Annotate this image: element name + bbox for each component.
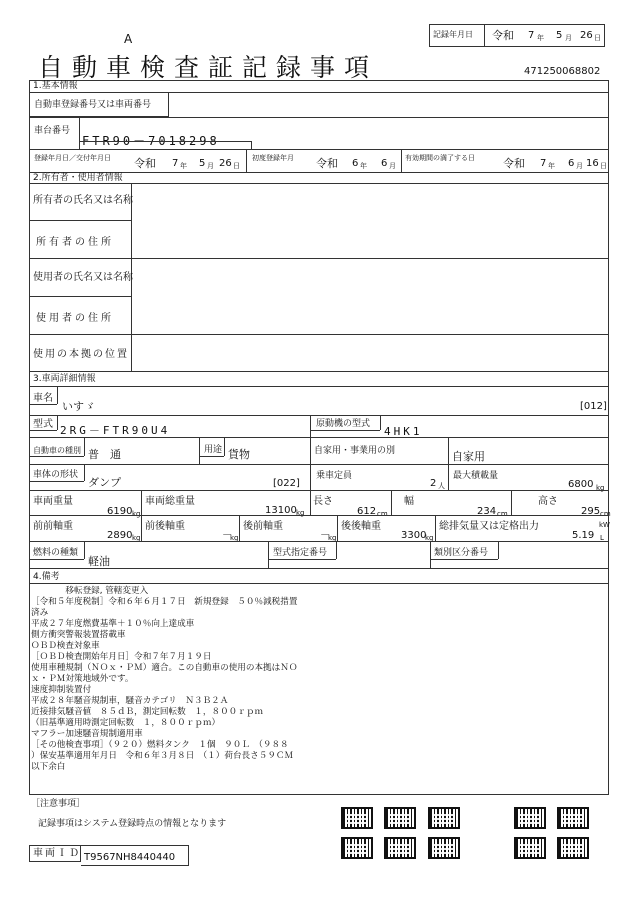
first-registration-year-unit: 年 xyxy=(360,162,367,170)
business-label: 自家用・事業用の別 xyxy=(314,446,396,456)
record-date-year: 7 xyxy=(528,30,535,41)
registration-date-year: 7 xyxy=(172,158,179,169)
remarks-line: 済み xyxy=(31,608,49,618)
registration-date-year-unit: 年 xyxy=(180,162,187,170)
front-rear-axle-unit: kg xyxy=(230,534,239,542)
height-label: 高さ xyxy=(538,496,558,507)
expiry-date-month: 6 xyxy=(568,158,575,169)
rear-rear-axle-unit: kg xyxy=(425,534,434,542)
qr-code xyxy=(428,837,460,859)
chassis-number-label: 車台番号 xyxy=(34,126,71,136)
business-value: 自家用 xyxy=(452,450,485,463)
remarks-line: 速度抑制装置付 xyxy=(31,685,92,695)
model-label: 型式 xyxy=(33,419,53,430)
expiry-date-era: 令和 xyxy=(503,157,525,170)
vehicle-weight-value: 6190 xyxy=(107,506,133,517)
remarks-line: ＯＢＤ検査対象車 xyxy=(31,641,100,651)
expiry-date-day: 16 xyxy=(586,158,599,169)
qr-code xyxy=(341,807,373,829)
fuel-type-label: 燃料の種類 xyxy=(33,548,79,558)
capacity-label: 乗車定員 xyxy=(316,471,353,481)
maker-value: いすゞ xyxy=(62,400,95,413)
owner-address-label: 所有者の住所 xyxy=(36,237,114,248)
fuel-type-value: 軽油 xyxy=(88,555,110,568)
remarks-line: 平成２７年度燃費基準＋１０％向上達成車 xyxy=(31,619,195,629)
section-basic-label: 1.基本情報 xyxy=(33,81,78,91)
remarks-line: 側方衝突警報装置搭載車 xyxy=(31,630,126,640)
remarks-line: 以下余白 xyxy=(31,762,66,772)
remarks-line: （旧基準適用時測定回転数 １，８００ｒｐｍ） xyxy=(31,718,221,728)
maker-code: [012] xyxy=(580,401,607,412)
first-registration-month: 6 xyxy=(381,158,388,169)
body-shape-value: ダンプ xyxy=(88,476,122,489)
height-unit: cm xyxy=(600,510,611,518)
expiry-date-year: 7 xyxy=(540,158,547,169)
length-label: 長さ xyxy=(313,496,333,507)
page-title: 自動車検査証記録事項 xyxy=(38,53,379,82)
qr-code xyxy=(514,807,546,829)
displacement-unit-kw: kW xyxy=(599,521,610,529)
expiry-date-month-unit: 月 xyxy=(576,162,583,170)
expiry-date-label: 有効期間の満了する日 xyxy=(405,154,475,162)
width-value: 234 xyxy=(477,506,497,517)
maker-label: 車名 xyxy=(33,393,53,404)
base-location-label: 使用の本拠の位置 xyxy=(33,349,129,360)
gross-weight-unit: kg xyxy=(296,509,305,517)
first-registration-era: 令和 xyxy=(316,157,338,170)
remarks-line: ）保安基準適用年月日 令和６年３月８日 （１）荷台長さ５９ＣＭ xyxy=(31,751,294,761)
remarks-line: 使用車種規制（ＮＯｘ・ＰＭ）適合。この自動車の使用の本拠はＮＯ xyxy=(31,663,298,673)
remarks-line: 移転登録, 管轄変更入 xyxy=(31,586,149,596)
record-date-year-unit: 年 xyxy=(537,34,544,42)
qr-code xyxy=(384,807,416,829)
qr-code xyxy=(557,837,589,859)
section-remarks-label: 4.備考 xyxy=(33,572,60,582)
document-number: 471250068802 xyxy=(524,66,601,77)
remarks-line: マフラー加速騒音規制適用車 xyxy=(31,729,143,739)
front-front-axle-unit: kg xyxy=(132,534,141,542)
width-label: 幅 xyxy=(404,496,414,507)
displacement-value: 5.19 xyxy=(572,530,595,541)
front-front-axle-label: 前前軸重 xyxy=(33,521,73,532)
designation-number-label: 型式指定番号 xyxy=(273,548,328,558)
rear-front-axle-value: － xyxy=(320,530,330,541)
record-date-era: 令和 xyxy=(492,29,514,42)
remarks-line: ｘ・ＰＭ対策地域外です。 xyxy=(31,674,134,684)
rear-rear-axle-value: 3300 xyxy=(401,530,427,541)
registration-number-label: 自動車登録番号又は車両番号 xyxy=(34,100,152,110)
engine-type-label: 原動機の型式 xyxy=(316,419,371,429)
section-vehicle-label: 3.車両詳細情報 xyxy=(33,374,96,384)
displacement-label: 総排気量又は定格出力 xyxy=(439,521,539,532)
use-value: 貨物 xyxy=(228,448,250,461)
front-rear-axle-label: 前後軸重 xyxy=(145,521,185,532)
chassis-number-value: FTR90－7018298 xyxy=(82,134,220,148)
first-registration-label: 初度登録年月 xyxy=(252,154,294,162)
capacity-value: 2 xyxy=(430,478,437,489)
gross-weight-label: 車両総重量 xyxy=(145,496,195,507)
remarks-line: ［その他検査事項］（９２０）燃料タンク １個 ９０Ｌ （９８８ xyxy=(31,740,289,750)
registration-date-era: 令和 xyxy=(134,157,156,170)
gross-weight-value: 13100 xyxy=(265,505,297,516)
expiry-date-day-unit: 日 xyxy=(600,162,607,170)
owner-name-label: 所有者の氏名又は名称 xyxy=(33,195,133,206)
body-shape-code: [022] xyxy=(273,478,300,489)
vehicle-id-label: 車両ＩＤ xyxy=(33,848,81,859)
front-front-axle-value: 2890 xyxy=(107,530,133,541)
remarks-line: ［ＯＢＤ検査開始年月日］令和７年７月１９日 xyxy=(31,652,212,662)
record-date-month-unit: 月 xyxy=(565,34,572,42)
max-load-label: 最大積載量 xyxy=(453,471,499,481)
record-date-month: 5 xyxy=(556,30,563,41)
vehicle-kind-value: 普 通 xyxy=(88,448,121,461)
max-load-unit: kg xyxy=(596,484,605,492)
model-value: 2RG－FTR90U4 xyxy=(60,424,171,437)
registration-date-day: 26 xyxy=(219,158,232,169)
record-date-day: 26 xyxy=(580,30,593,41)
length-unit: cm xyxy=(377,510,388,518)
vehicle-id-value: T9567NH8440440 xyxy=(84,852,176,863)
remarks-list xyxy=(31,586,351,773)
registration-date-month: 5 xyxy=(199,158,206,169)
vehicle-weight-label: 車両重量 xyxy=(33,496,73,507)
front-rear-axle-value: － xyxy=(222,530,232,541)
notice-text: 記録事項はシステム登録時点の情報となります xyxy=(38,819,227,829)
height-value: 295 xyxy=(581,506,601,517)
first-registration-month-unit: 月 xyxy=(389,162,396,170)
record-date-label: 記録年月日 xyxy=(433,30,473,39)
engine-type-value: 4HK1 xyxy=(384,425,423,438)
body-shape-label: 車体の形状 xyxy=(33,470,79,480)
notice-title: ［注意事項］ xyxy=(31,799,86,809)
qr-code xyxy=(514,837,546,859)
remarks-line: 平成２８年騒音規制車，騒音カテゴリ Ｎ３Ｂ２Ａ xyxy=(31,696,229,706)
section-owner-label: 2.所有者・使用者情報 xyxy=(33,173,123,183)
rear-front-axle-unit: kg xyxy=(328,534,337,542)
use-label: 用途 xyxy=(204,445,223,455)
registration-date-month-unit: 月 xyxy=(207,162,214,170)
category-number-label: 類別区分番号 xyxy=(434,548,489,558)
qr-code xyxy=(341,837,373,859)
rear-front-axle-label: 後前軸重 xyxy=(243,521,283,532)
capacity-unit: 人 xyxy=(438,482,445,490)
registration-date-label: 登録年月日／交付年月日 xyxy=(34,154,111,162)
user-address-label: 使用者の住所 xyxy=(36,313,114,324)
displacement-unit-l: L xyxy=(600,534,604,542)
registration-date-day-unit: 日 xyxy=(233,162,240,170)
max-load-value: 6800 xyxy=(568,479,594,490)
user-name-label: 使用者の氏名又は名称 xyxy=(33,272,133,283)
remarks-line: ［令和５年度税制］令和６年６月１７日 新規登録 ５０％減税措置 xyxy=(31,597,298,607)
vehicle-kind-label: 自動車の種別 xyxy=(33,446,81,455)
rear-rear-axle-label: 後後軸重 xyxy=(341,521,381,532)
document-mark: A xyxy=(124,32,133,46)
qr-code xyxy=(384,837,416,859)
qr-code xyxy=(557,807,589,829)
record-date-day-unit: 日 xyxy=(594,34,601,42)
vehicle-weight-unit: kg xyxy=(132,510,141,518)
length-value: 612 xyxy=(357,506,377,517)
width-unit: cm xyxy=(497,510,508,518)
expiry-date-year-unit: 年 xyxy=(548,162,555,170)
remarks-line: 近接排気騒音値 ８５ｄＢ，測定回転数 １，８００ｒｐｍ xyxy=(31,707,264,717)
qr-code xyxy=(428,807,460,829)
first-registration-year: 6 xyxy=(352,158,359,169)
